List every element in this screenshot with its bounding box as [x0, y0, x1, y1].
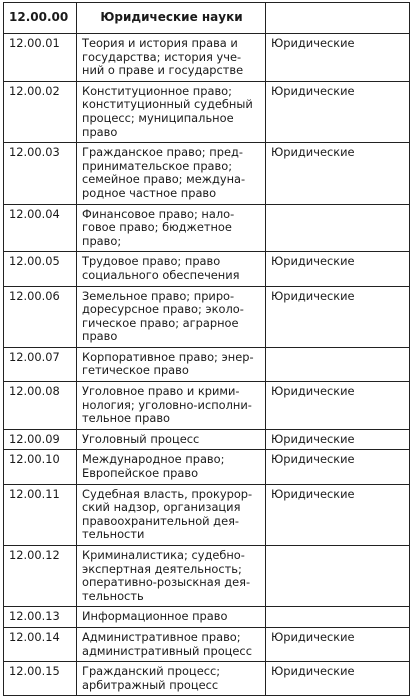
specialty-name-cell	[77, 627, 266, 661]
specialty-code-cell: 12.00.05	[4, 252, 77, 286]
science-branch-cell: Юридические	[266, 450, 410, 484]
specialty-code-cell: 12.00.03	[4, 143, 77, 204]
specialty-name-line: тельности	[82, 527, 145, 542]
specialty-name-line: государства; история уче-	[82, 49, 242, 64]
specialty-name-line: Уголовное право и крими-	[82, 384, 240, 399]
table-body	[4, 3, 410, 696]
specialty-name-cell	[77, 81, 266, 142]
table-row	[4, 347, 410, 381]
table-row	[4, 429, 410, 450]
specialty-name-line: Административное право;	[82, 629, 241, 644]
specialty-name-cell	[77, 484, 266, 545]
specialty-code-cell: 12.00.11	[4, 484, 77, 545]
specialty-code-cell: 12.00.01	[4, 34, 77, 82]
specialty-name-line: Корпоративное право; энер-	[82, 349, 254, 364]
specialty-name-cell	[77, 546, 266, 607]
specialty-name-line: право;	[82, 233, 122, 248]
specialty-name-line: Гражданское право; пред-	[82, 145, 243, 160]
specialty-code-cell: 12.00.13	[4, 607, 77, 628]
table-row	[4, 382, 410, 430]
specialty-name-line: Уголовный процесс	[82, 431, 200, 446]
specialty-code-cell: 12.00.02	[4, 81, 77, 142]
specialty-name-cell	[77, 252, 266, 286]
specialty-name-line: ский надзор, организация	[82, 500, 241, 515]
specialties-table	[3, 2, 410, 696]
specialty-name-line: гетическое право	[82, 363, 189, 378]
specialty-name-cell	[77, 143, 266, 204]
specialty-name-line: экспертная деятельность;	[82, 561, 242, 576]
specialty-name-line: конституционный судебный	[82, 97, 253, 112]
science-branch-cell: Юридические	[266, 81, 410, 142]
specialty-name-cell	[77, 607, 266, 628]
specialty-name-line: оперативно-розыскная дея-	[82, 575, 251, 590]
table-row	[4, 484, 410, 545]
table-row	[4, 450, 410, 484]
science-branch-cell: Юридические	[266, 252, 410, 286]
table-row	[4, 286, 410, 347]
specialty-name-line: тельность	[82, 588, 144, 603]
specialty-name-line: процесс; муниципальное	[82, 110, 234, 125]
specialty-name-line: Гражданский процесс;	[82, 664, 221, 679]
specialty-code-cell: 12.00.08	[4, 382, 77, 430]
specialty-code-cell: 12.00.12	[4, 546, 77, 607]
specialty-name-cell	[77, 286, 266, 347]
specialty-code-cell: 12.00.06	[4, 286, 77, 347]
science-branch-cell	[266, 546, 410, 607]
specialty-name-line: родное частное право	[82, 185, 217, 200]
specialty-code-cell: 12.00.15	[4, 662, 77, 696]
header-code-cell: 12.00.00	[4, 3, 77, 34]
science-branch-cell: Юридические	[266, 143, 410, 204]
science-branch-cell	[266, 607, 410, 628]
table-row	[4, 204, 410, 252]
specialty-name-line: тельное право	[82, 411, 171, 426]
specialty-name-cell	[77, 347, 266, 381]
specialty-name-line: арбитражный процесс	[82, 677, 219, 692]
specialty-name-line: Теория и история права и	[82, 36, 238, 50]
specialty-name-line: Информационное право	[82, 609, 228, 624]
table-row	[4, 143, 410, 204]
specialty-name-cell	[77, 429, 266, 450]
specialty-name-line: Международное право;	[82, 452, 225, 467]
science-branch-cell: Юридические	[266, 662, 410, 696]
specialty-name-line: Финансовое право; нало-	[82, 206, 235, 221]
specialty-name-cell	[77, 204, 266, 252]
specialty-name-line: Европейское право	[82, 466, 199, 481]
specialty-name-cell	[77, 382, 266, 430]
specialty-code-cell: 12.00.09	[4, 429, 77, 450]
specialty-name-line: Земельное право; приро-	[82, 288, 235, 303]
specialty-code-cell: 12.00.04	[4, 204, 77, 252]
specialty-name-line: социального обеспечения	[82, 267, 240, 282]
table-row	[4, 34, 410, 82]
table-row	[4, 607, 410, 628]
specialty-name-line: семейное право; междуна-	[82, 172, 246, 187]
science-branch-cell: Юридические	[266, 429, 410, 450]
header-branch-cell	[266, 3, 410, 34]
table-row	[4, 546, 410, 607]
specialty-code-cell: 12.00.07	[4, 347, 77, 381]
table-row	[4, 81, 410, 142]
science-branch-cell	[266, 204, 410, 252]
science-branch-cell: Юридические	[266, 382, 410, 430]
specialty-name-cell	[77, 662, 266, 696]
specialty-code-cell: 12.00.14	[4, 627, 77, 661]
science-branch-cell	[266, 347, 410, 381]
specialty-name-line: гическое право; аграрное	[82, 315, 239, 330]
science-branch-cell: Юридические	[266, 286, 410, 347]
specialty-name-line: правоохранительной дея-	[82, 513, 240, 528]
header-name-cell: Юридические науки	[77, 3, 266, 34]
specialty-name-line: нология; уголовно-исполни-	[82, 397, 252, 412]
science-branch-cell: Юридические	[266, 627, 410, 661]
science-branch-cell: Юридические	[266, 484, 410, 545]
specialty-name-line: административный процесс	[82, 643, 252, 658]
specialty-name-cell	[77, 450, 266, 484]
specialty-name-line: Криминалистика; судебно-	[82, 548, 245, 562]
specialty-name-line: доресурсное право; эколо-	[82, 302, 244, 317]
table-row	[4, 627, 410, 661]
science-branch-cell: Юридические	[266, 34, 410, 82]
specialty-name-line: Трудовое право; право	[82, 254, 221, 269]
specialty-name-line: право	[82, 124, 118, 139]
table-header-row	[4, 3, 410, 34]
specialty-name-line: говое право; бюджетное	[82, 220, 232, 235]
specialty-name-line: Судебная власть, прокурор-	[82, 486, 253, 501]
specialty-name-line: право	[82, 329, 118, 344]
table-row	[4, 662, 410, 696]
specialty-name-line: ний о праве и государстве	[82, 63, 244, 78]
table-row	[4, 252, 410, 286]
specialty-code-cell: 12.00.10	[4, 450, 77, 484]
specialty-name-cell	[77, 34, 266, 82]
specialty-name-line: Конституционное право;	[82, 83, 232, 98]
specialty-name-line: принимательское право;	[82, 158, 233, 173]
